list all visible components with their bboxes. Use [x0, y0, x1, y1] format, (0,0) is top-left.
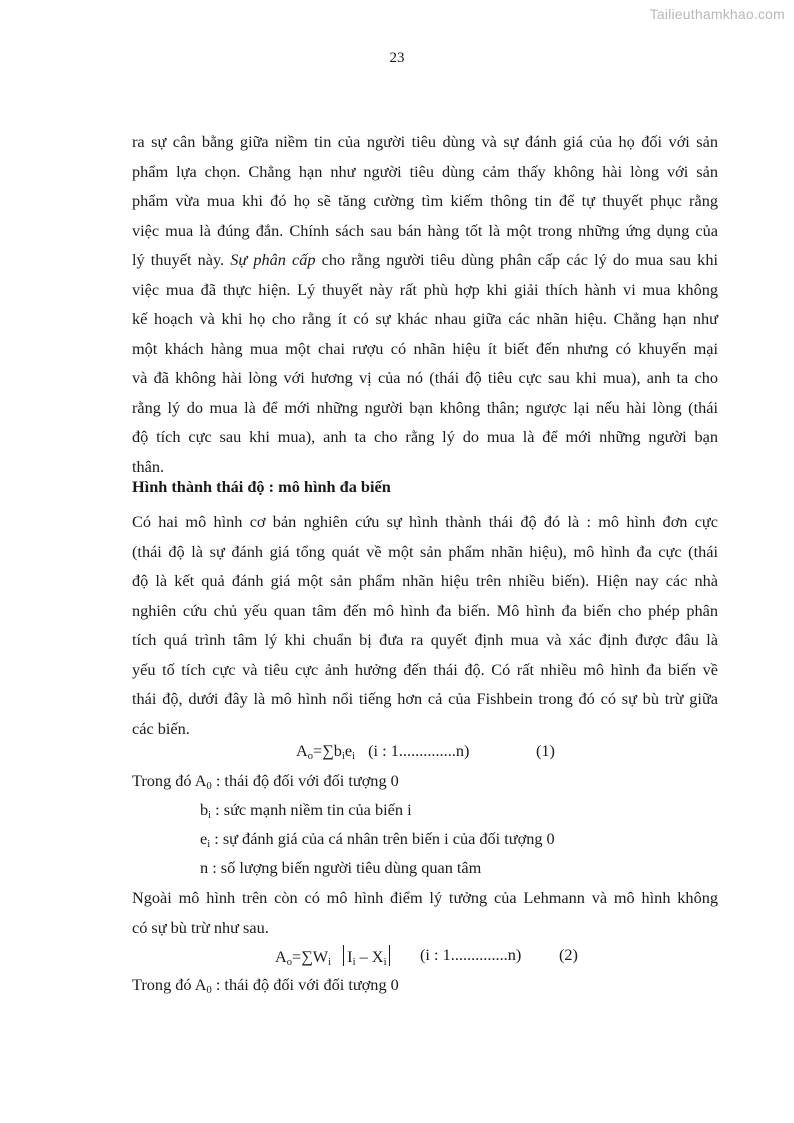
text-line: Ngoài mô hình trên còn có mô hình điểm lý tưởng của Lehmann và mô hình không	[132, 888, 718, 907]
text-line: lý thuyết này. Sự phân cấp cho rằng người tiêu dùng phân cấp các lý do mua sau khi	[132, 250, 718, 269]
formula-2-range: (i : 1..............n)	[420, 945, 522, 964]
section-heading: Hình thành thái độ : mô hình đa biến	[132, 477, 391, 496]
definition-line: Trong đó $A_0$ : thái độ đối với đối tượng 0	[132, 975, 399, 996]
text-line: độ tích cực sau khi mua), anh ta cho rằng lý do mua là để mới những người bạn	[132, 427, 718, 446]
text-line: phẩm lựa chọn. Chẳng hạn như người tiêu dùng cảm thấy không hài lòng với sản	[132, 161, 718, 181]
text-line: kế hoạch và khi họ cho rằng ít có sự khác nhau giữa các nhãn hiệu. Chẳng hạn như	[132, 309, 718, 328]
definition-line: $e_i$ : sự đánh giá của cá nhân trên biến i của đối tượng 0	[200, 829, 555, 850]
text-line: tích quá trình tâm lý khi chuẩn bị đưa ra quyết định mua và xác định được đâu là	[132, 630, 718, 649]
text-line: rằng lý do mua là để mới những người bạn không thân; ngược lại nếu hài lòng (thái	[132, 397, 718, 417]
page-number: 23	[389, 50, 405, 66]
text-line: việc mua là đúng đắn. Chính sách sau bán hàng tốt là một trong những ứng dụng của	[132, 220, 718, 240]
text-line: yếu tố tích cực và tiêu cực ảnh hưởng đến thái độ. Có rất nhiều mô hình đa biến về	[132, 659, 718, 679]
formula-1-label: (1)	[536, 741, 555, 760]
formula-2-label: (2)	[559, 945, 578, 964]
text-line: Có hai mô hình cơ bản nghiên cứu sự hình thành thái độ đó là : mô hình đơn cực	[132, 512, 718, 531]
text-line: ra sự cân bằng giữa niềm tin của người tiêu dùng và sự đánh giá của họ đối với sản	[132, 132, 718, 151]
text-line: một khách hàng mua một chai rượu có nhãn hiệu ít biết đến nhưng có khuyến mại	[132, 338, 718, 358]
watermark: Tailieuthamkhao.com	[649, 6, 785, 22]
formula-2: $A_o=\sum W_i$ $I_i - X_i$	[275, 945, 393, 968]
text-line: nghiên cứu chủ yếu quan tâm đến mô hình đa biến. Mô hình đa biến cho phép phân	[132, 600, 718, 620]
text-line: có sự bù trừ như sau.	[132, 917, 269, 937]
text-line: việc mua đã thực hiện. Lý thuyết này rất phù hợp khi giải thích hành vi mua không	[132, 279, 718, 299]
formula-1: $A_o=\sum b_ie_i$ (i : 1..............n)	[296, 741, 470, 762]
paragraph-3	[132, 883, 718, 942]
text-line: phẩm vừa mua khi đó họ sẽ tăng cường tìm kiếm thông tin để tự thuyết phục rằng	[132, 191, 718, 210]
text-line: (thái độ là sự đánh giá tổng quát về một sản phẩm nhãn hiệu), mô hình đa cực (thái	[132, 541, 718, 561]
text-line: các biến.	[132, 718, 190, 738]
text-line: độ là kết quả đánh giá một sản phẩm nhãn hiệu trên nhiều biến). Hiện nay các nhà	[132, 571, 718, 590]
text-line: thân.	[132, 456, 165, 476]
text-line: và đã không hài lòng với hương vị của nó (thái độ tiêu cực sau khi mua), anh ta cho	[132, 368, 718, 387]
paragraph-2	[132, 507, 718, 743]
definition-line: Trong đó $A_0$ : thái độ đối với đối tượng 0	[132, 771, 399, 792]
definition-line: n : số lượng biến người tiêu dùng quan tâm	[200, 858, 482, 877]
italic-term: Sự phân cấp	[230, 250, 316, 269]
text-line: thái độ, dưới đây là mô hình nổi tiếng hơn cả của Fishbein trong đó có sự bù trừ giữa	[132, 689, 718, 708]
paragraph-1	[132, 127, 718, 481]
definition-line: $b_i$ : sức mạnh niềm tin của biến i	[200, 800, 412, 821]
